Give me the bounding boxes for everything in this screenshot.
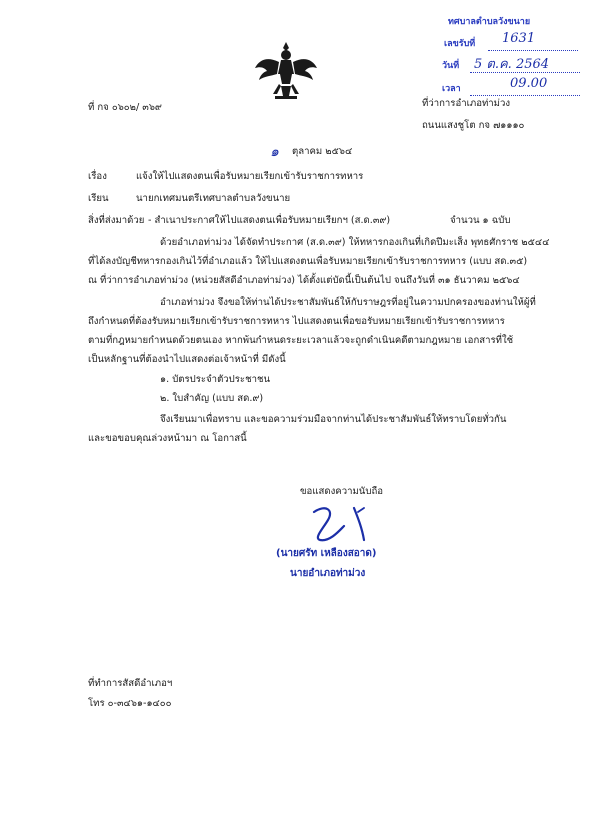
subject-label: เรื่อง — [88, 171, 107, 182]
recipient-text: นายกเทศมนตรีเทศบาลตำบลวังขนาย — [136, 193, 291, 204]
body-line: ที่ได้ลงบัญชีทหารกองเกินไว้ที่อำเภอแล้ว ให้ไปแสดงตนเพื่อรับหมายเรียกเข้ารับราชการทหาร (แบบ สด.๓๕) — [88, 256, 528, 267]
recipient-label: เรียน — [88, 193, 109, 204]
footer-office: ที่ทำการสัสดีอำเภอฯ — [88, 678, 173, 689]
body-line: ถึงกำหนดที่ต้องรับหมายเรียกเข้ารับราชการทหาร ไปแสดงตนเพื่อขอรับหมายเรียกเข้ารับราชการทหาร — [88, 316, 505, 327]
stamp-receive-label: เลขรับที่ — [444, 39, 476, 49]
stamp-title: ทศบาลตำบลวังขนาย — [448, 17, 531, 27]
body-line: ด้วยอำเภอท่าม่วง ได้จัดทำประกาศ (ส.ด.๓๙) ให้ทหารกองเกินที่เกิดปีมะเส็ง พุทธศักราช ๒๕๔๔ — [160, 237, 550, 248]
list-item: ๑. บัตรประจำตัวประชาชน — [160, 374, 271, 385]
issuing-office: ที่ว่าการอำเภอท่าม่วง — [422, 98, 511, 109]
stamp-date-value: 5 ต.ค. 2564 — [474, 57, 550, 72]
stamp-time-label: เวลา — [442, 84, 461, 94]
footer-phone: โทร ๐-๓๔๖๑-๑๔๐๐ — [88, 698, 172, 709]
body-line: และขอขอบคุณล่วงหน้ามา ณ โอกาสนี้ — [88, 433, 247, 444]
signatory-position: นายอำเภอท่าม่วง — [290, 568, 366, 579]
enclosure-text: - สำเนาประกาศให้ไปแสดงตนเพื่อรับหมายเรียกฯ (ส.ด.๓๙) — [148, 215, 391, 226]
signatory-name: (นายศรัท เหลืองสอาด) — [276, 548, 377, 559]
body-line: ตามที่กฎหมายกำหนดด้วยตนเอง หากพ้นกำหนดระยะเวลาแล้วจะถูกดำเนินคดีตามกฎหมาย เอกสารที่ใช้ — [88, 335, 514, 346]
stamp-dotted-line — [470, 95, 580, 96]
receipt-stamp — [428, 10, 588, 110]
body-line: จึงเรียนมาเพื่อทราบ และขอความร่วมมือจากท่านได้ประชาสัมพันธ์ให้ทราบโดยทั่วกัน — [160, 414, 507, 425]
closing-salutation: ขอแสดงความนับถือ — [300, 486, 384, 497]
garuda-emblem-icon — [253, 38, 319, 102]
office-address: ถนนแสงชูโต กจ ๗๑๑๑๐ — [422, 120, 525, 131]
enclosure-count: จำนวน ๑ ฉบับ — [450, 215, 511, 226]
subject-text: แจ้งให้ไปแสดงตนเพื่อรับหมายเรียกเข้ารับราชการทหาร — [136, 171, 364, 182]
body-line: เป็นหลักฐานที่ต้องนำไปแสดงต่อเจ้าหน้าที่ มีดังนี้ — [88, 354, 286, 365]
document-reference: ที่ กจ ๐๖๐๒/ ๓๖๙ — [88, 102, 162, 113]
body-line: อำเภอท่าม่วง จึงขอให้ท่านได้ประชาสัมพันธ์ให้กับราษฎรที่อยู่ในความปกครองของท่านให้ผู้ที่ — [160, 297, 536, 308]
stamp-receive-number: 1631 — [502, 31, 536, 46]
body-line: ณ ที่ว่าการอำเภอท่าม่วง (หน่วยสัสดีอำเภอท่าม่วง) ได้ตั้งแต่บัดนี้เป็นต้นไป จนถึงวันที่ ๓๑ ธันวาคม ๒๕๖๔ — [88, 275, 520, 286]
date-month-year: ตุลาคม ๒๕๖๔ — [292, 146, 353, 157]
list-item: ๒. ใบสำคัญ (แบบ สด.๙) — [160, 393, 264, 404]
handwritten-signature — [300, 500, 390, 548]
enclosure-label: สิ่งที่ส่งมาด้วย — [88, 215, 145, 226]
date-day: ๑ — [270, 144, 279, 160]
stamp-dotted-line — [488, 50, 578, 51]
stamp-time-value: 09.00 — [510, 76, 548, 91]
stamp-date-label: วันที่ — [442, 61, 460, 71]
